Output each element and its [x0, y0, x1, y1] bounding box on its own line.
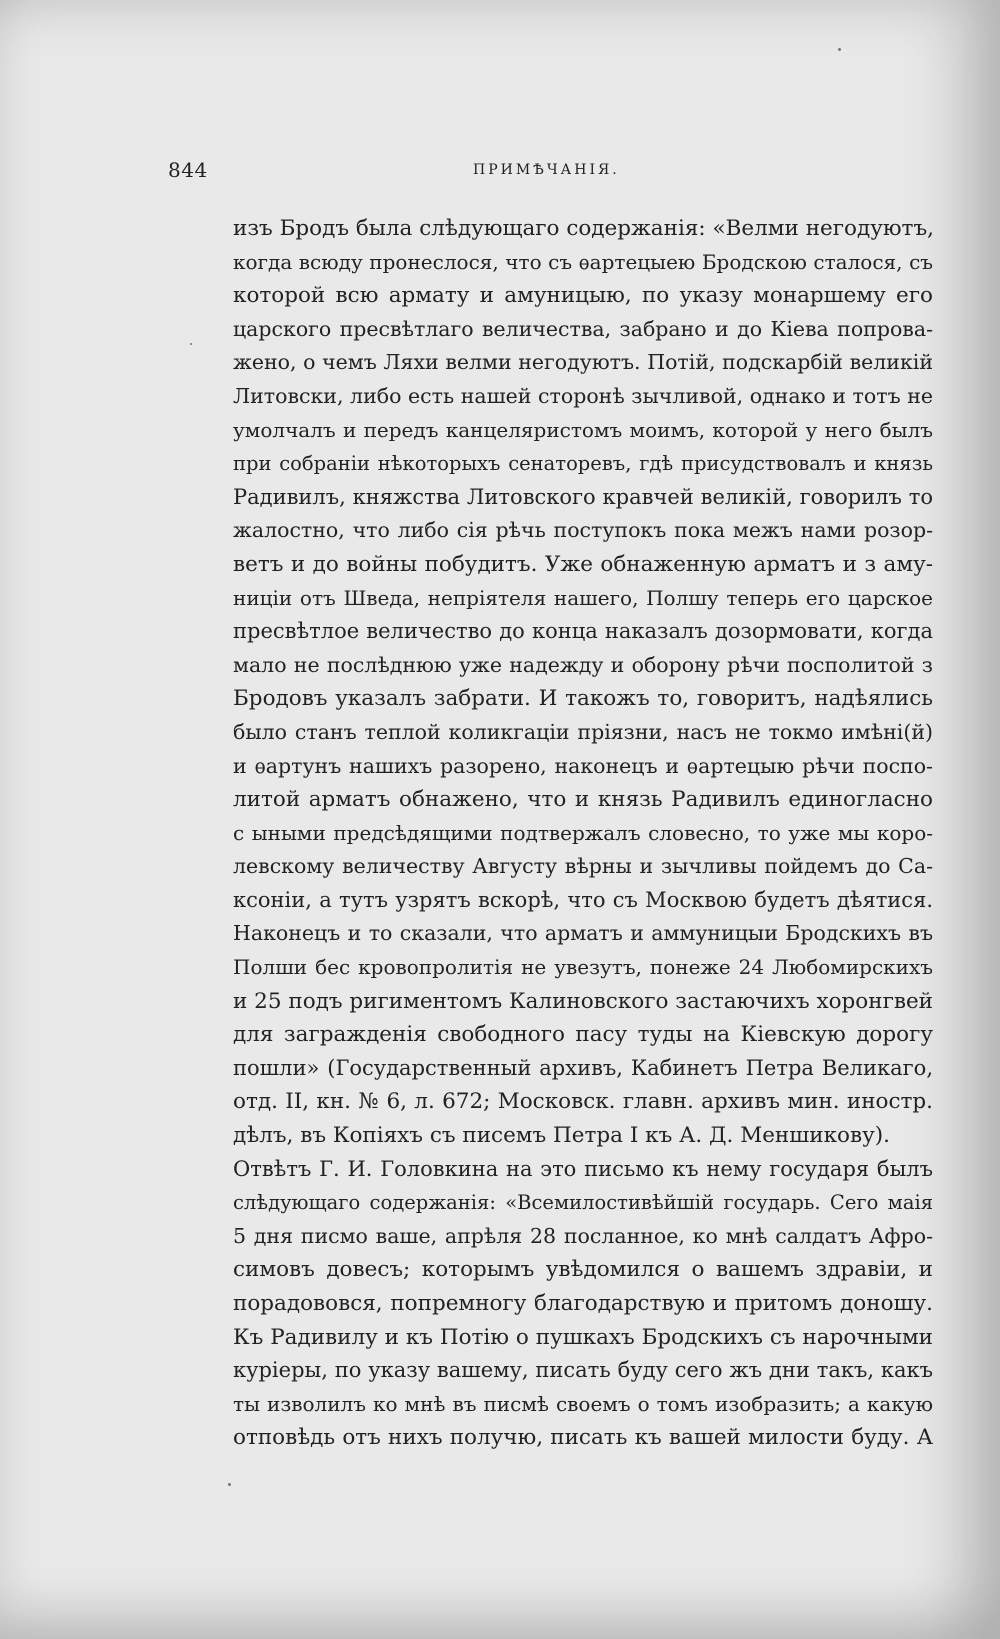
page-header	[168, 158, 818, 188]
text-line: ветъ и до войны побудитъ. Уже обнаженную арматъ и з аму-	[233, 551, 933, 577]
text-line: Литовски, либо есть нашей сторонѣ зычливой, однако и тотъ не	[233, 383, 933, 408]
text-line: Къ Радивилу и къ Потію о пушкахъ Бродскихъ съ нарочными	[233, 1324, 933, 1350]
text-line: для загражденія свободного пасу туды на Кіевскую дорогу	[233, 1022, 933, 1048]
text-line: жалостно, что либо сія рѣчь поступокъ пока межъ нами розор-	[233, 518, 933, 543]
text-line: пошли» (Государственный архивъ, Кабинетъ Петра Великаго,	[233, 1055, 933, 1080]
text-line: когда всюду пронеслося, что съ ѳартецыею Бродскою сталося, съ	[233, 249, 933, 274]
text-line: ксоніи, а тутъ узрятъ вскорѣ, что съ Москвою будетъ дѣятися.	[233, 887, 933, 912]
running-head: ПРИМѢЧАНІЯ.	[473, 162, 620, 178]
text-line: Бродовъ указалъ забрати. И такожъ то, говоритъ, надѣялись	[233, 686, 933, 712]
text-line: симовъ довесъ; которымъ увѣдомился о вашемъ здравіи, и	[233, 1257, 933, 1283]
text-line: Полши бес кровопролитія не увезутъ, понеже 24 Любомирскихъ	[233, 955, 933, 980]
text-line: отповѣдь отъ нихъ получю, писать къ вашей милости буду. А	[233, 1425, 933, 1451]
text-line: и ѳартунъ нашихъ разорено, наконецъ и ѳартецыю рѣчи поспо-	[233, 753, 933, 778]
paper-speck	[190, 343, 192, 345]
text-line: жено, о чемъ Ляхи велми негодуютъ. Потій, подскарбій великій	[233, 350, 933, 375]
text-line: царского пресвѣтлаго величества, забрано и до Кіева попрова-	[233, 316, 933, 341]
text-line: с ыными предсѣдящими подтвержалъ словесно, то уже мы коро-	[233, 820, 933, 845]
text-line: пресвѣтлое величество до конца наказалъ дозормовати, когда	[233, 619, 933, 644]
text-line: Наконецъ и то сказали, что арматъ и аммуницыи Бродскихъ въ	[233, 921, 933, 946]
text-line: ты изволилъ ко мнѣ въ писмѣ своемъ о томъ изобразить; а какую	[233, 1391, 933, 1416]
paper-speck	[838, 48, 841, 51]
text-line: при собраніи нѣкоторыхъ сенаторевъ, гдѣ присудствовалъ и князь	[233, 452, 933, 476]
text-line: и 25 подъ ригиментомъ Калиновского застаючихъ хоронгвей	[233, 988, 933, 1014]
paper-speck	[228, 1483, 231, 1486]
text-line: Отвѣтъ Г. И. Головкина на это письмо къ нему государя былъ	[233, 1156, 933, 1181]
page-number: 844	[168, 158, 208, 182]
text-line: было станъ теплой коликгаціи пріязни, насъ не токмо имѣні(й)	[233, 719, 933, 744]
text-line: умолчалъ и передъ канцеляристомъ моимъ, которой у него былъ	[233, 417, 933, 442]
text-line: Радивилъ, княжства Литовского кравчей великій, говорилъ то	[233, 484, 933, 509]
text-line: куріеры, по указу вашему, писать буду сего жъ дни такъ, какъ	[233, 1358, 933, 1383]
text-line: отд. II, кн. № 6, л. 672; Московск. главн. архивъ мин. иностр.	[233, 1089, 933, 1115]
text-line: дѣлъ, въ Копіяхъ съ писемъ Петра I къ А. Д. Меншикову).	[233, 1123, 890, 1149]
text-line: которой всю армату и амуницыю, по указу монаршему его	[233, 283, 933, 309]
text-line: изъ Бродъ была слѣдующаго содержанія: «Велми негодуютъ,	[233, 216, 934, 241]
body-text	[233, 212, 933, 1455]
text-line: ниціи отъ Шведа, непріятеля нашего, Полшу теперь его царское	[233, 585, 933, 610]
text-line: порадововся, попремногу благодарствую и притомъ доношу.	[233, 1291, 933, 1316]
text-line: литой арматъ обнажено, что и князь Радивилъ единогласно	[233, 787, 933, 813]
text-line: мало не послѣднюю уже надежду и оборону рѣчи посполитой з	[233, 652, 933, 677]
text-line: слѣдующаго содержанія: «Всемилостивѣйшій государь. Сего маія	[233, 1191, 933, 1215]
text-line: 5 дня писмо ваше, апрѣля 28 посланное, ко мнѣ салдатъ Афро-	[233, 1223, 933, 1248]
text-line: левскому величеству Августу вѣрны и зычливы пойдемъ до Са-	[233, 854, 933, 879]
